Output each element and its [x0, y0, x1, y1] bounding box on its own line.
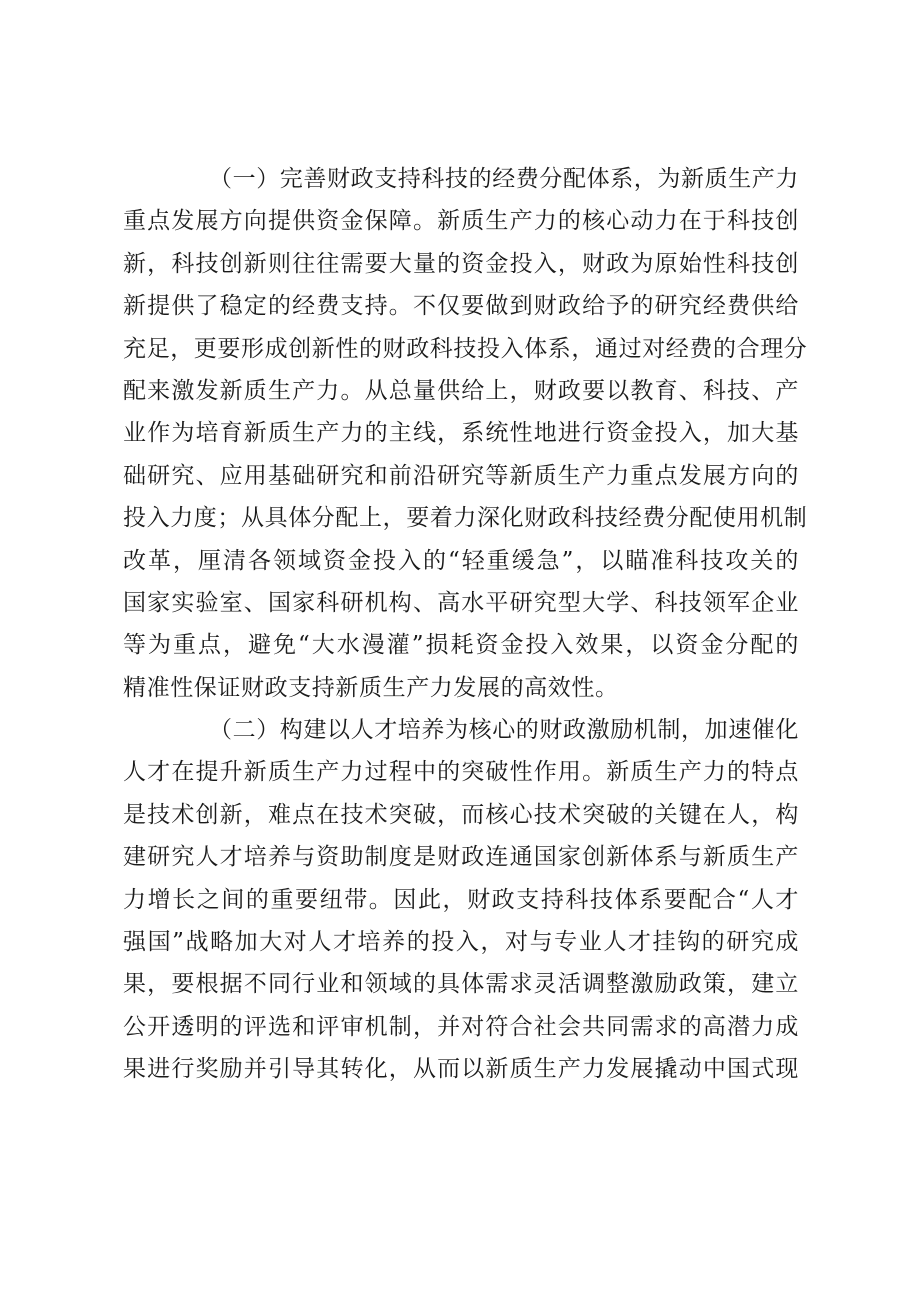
paragraph-line: 公开透明的评选和评审机制，并对符合社会共同需求的高潜力成	[123, 1013, 799, 1040]
paragraph-line: 等为重点，避免“大水漫灌”损耗资金投入效果，以资金分配的	[123, 632, 799, 659]
paragraph-line: 新提供了稳定的经费支持。不仅要做到财政给予的研究经费供给	[123, 293, 799, 320]
paragraph-line: 业作为培育新质生产力的主线，系统性地进行资金投入，加大基	[123, 420, 799, 447]
paragraph-line: 重点发展方向提供资金保障。新质生产力的核心动力在于科技创	[123, 208, 799, 235]
paragraph-line: 人才在提升新质生产力过程中的突破性作用。新质生产力的特点	[123, 759, 799, 786]
paragraph-line: 新，科技创新则往往需要大量的资金投入，财政为原始性科技创	[123, 250, 799, 277]
paragraph-line: 力增长之间的重要纽带。因此，财政支持科技体系要配合“人才	[123, 886, 799, 913]
paragraph-line: 国家实验室、国家科研机构、高水平研究型大学、科技领军企业	[123, 589, 799, 616]
paragraph-line: 强国”战略加大对人才培养的投入，对与专业人才挂钩的研究成	[123, 929, 799, 956]
paragraph-line: （二）构建以人才培养为核心的财政激励机制，加速催化	[209, 717, 799, 744]
document-body	[123, 158, 808, 1091]
paragraph-line: 改革，厘清各领域资金投入的“轻重缓急”，以瞄准科技攻关的	[123, 547, 799, 574]
paragraph-line: 建研究人才培养与资助制度是财政连通国家创新体系与新质生产	[123, 844, 799, 871]
paragraph-line: 配来激发新质生产力。从总量供给上，财政要以教育、科技、产	[123, 377, 799, 404]
paragraph-2	[123, 709, 799, 1091]
paragraph-line: 是技术创新，难点在技术突破，而核心技术突破的关键在人，构	[123, 801, 799, 828]
paragraph-line: 果进行奖励并引导其转化，从而以新质生产力发展撬动中国式现	[123, 1056, 799, 1083]
paragraph-line: 充足，更要形成创新性的财政科技投入体系，通过对经费的合理分	[123, 335, 808, 362]
paragraph-line: 投入力度；从具体分配上，要着力深化财政科技经费分配使用机制	[123, 505, 808, 532]
paragraph-line: 果，要根据不同行业和领域的具体需求灵活调整激励政策，建立	[123, 971, 799, 998]
paragraph-line: 精准性保证财政支持新质生产力发展的高效性。	[123, 674, 619, 701]
paragraph-1	[123, 158, 808, 709]
paragraph-line: （一）完善财政支持科技的经费分配体系，为新质生产力	[209, 166, 799, 192]
paragraph-line: 础研究、应用基础研究和前沿研究等新质生产力重点发展方向的	[123, 462, 799, 489]
